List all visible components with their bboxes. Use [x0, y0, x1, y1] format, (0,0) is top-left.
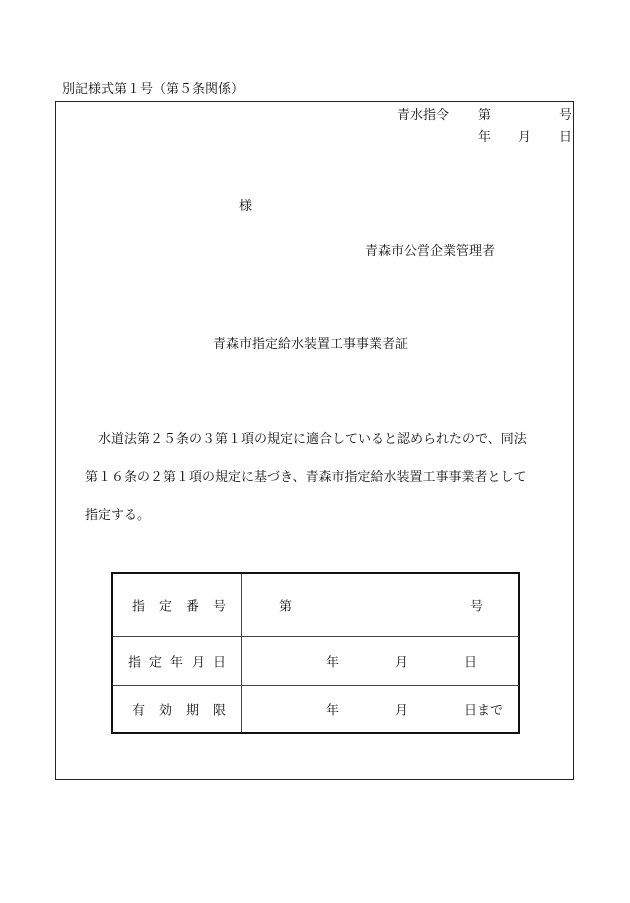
designation-date-day: 日 — [464, 655, 478, 671]
designation-date-year: 年 — [326, 655, 340, 671]
issuer: 青森市公営企業管理者 — [365, 244, 496, 259]
date-day: 日 — [559, 130, 573, 145]
designation-date-month: 月 — [395, 655, 409, 671]
table-row-designation-number — [112, 573, 519, 637]
label-designation-number: 指 定 番 号 — [112, 573, 242, 637]
designation-number-dai: 第 — [279, 599, 293, 615]
value-designation-number — [242, 573, 520, 637]
date-month: 月 — [518, 130, 532, 145]
body-line: 水道法第２５条の３第１項の規定に適合していると認められたので、同法 — [98, 432, 527, 447]
document-number-dai: 第 — [478, 108, 492, 123]
table-row-validity-period — [112, 686, 519, 734]
validity-until: 日まで — [464, 703, 504, 719]
form-label: 別記様式第１号（第５条関係） — [62, 82, 245, 97]
recipient-suffix: 様 — [239, 199, 253, 214]
document-number-prefix: 青水指令 — [397, 108, 450, 123]
value-designation-date — [242, 637, 520, 686]
body-text — [85, 432, 555, 546]
body-line: 第１６条の２第１項の規定に基づき、青森市指定給水装置工事事業者として — [85, 470, 527, 485]
label-designation-date: 指 定 年 月 日 — [112, 637, 242, 686]
body-line: 指定する。 — [85, 508, 151, 523]
date-year: 年 — [478, 130, 492, 145]
designation-table — [111, 572, 520, 734]
validity-month: 月 — [395, 703, 409, 719]
table-row-designation-date — [112, 637, 519, 686]
designation-number-go: 号 — [470, 599, 484, 615]
document-number-go: 号 — [559, 108, 573, 123]
document-title: 青森市指定給水装置工事事業者証 — [213, 337, 409, 352]
label-validity-period: 有 効 期 限 — [112, 686, 242, 734]
validity-year: 年 — [326, 703, 340, 719]
value-validity-period — [242, 686, 520, 734]
